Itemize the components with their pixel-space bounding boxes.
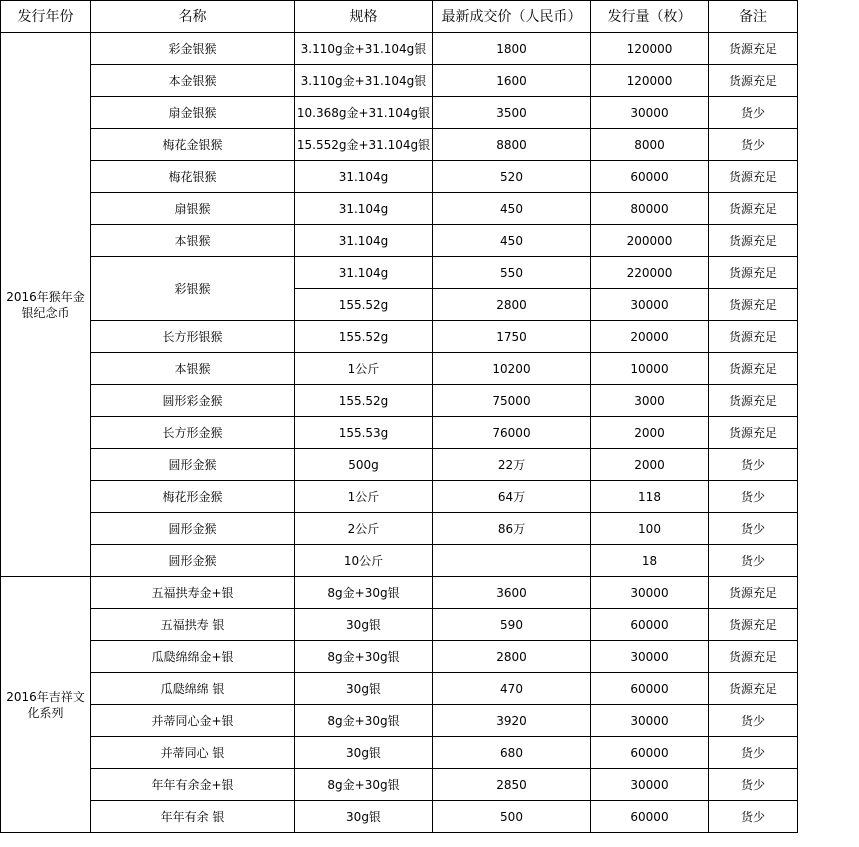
header-note: 备注: [709, 1, 798, 33]
table-row: [1, 577, 798, 609]
price-cell: 2850: [433, 769, 591, 801]
header-spec: 规格: [295, 1, 433, 33]
note-cell: 货少: [709, 481, 798, 513]
note-cell: 货少: [709, 129, 798, 161]
quantity-cell: 60000: [591, 161, 709, 193]
price-cell: 2800: [433, 289, 591, 321]
table-row: [1, 545, 798, 577]
quantity-cell: 18: [591, 545, 709, 577]
note-cell: 货源充足: [709, 289, 798, 321]
price-cell: 500: [433, 801, 591, 833]
table-row: [1, 641, 798, 673]
spec-cell: 8g金+30g银: [295, 769, 433, 801]
coin-name-cell: 五福拱寿金+银: [91, 577, 295, 609]
price-cell: 550: [433, 257, 591, 289]
price-cell: 3920: [433, 705, 591, 737]
price-cell: 470: [433, 673, 591, 705]
spec-cell: 2公斤: [295, 513, 433, 545]
note-cell: 货少: [709, 705, 798, 737]
coin-name-cell: 圆形彩金猴: [91, 385, 295, 417]
quantity-cell: 30000: [591, 705, 709, 737]
price-cell: 10200: [433, 353, 591, 385]
spec-cell: 8g金+30g银: [295, 705, 433, 737]
spec-cell: 155.52g: [295, 385, 433, 417]
note-cell: 货源充足: [709, 417, 798, 449]
note-cell: 货少: [709, 737, 798, 769]
coin-name-cell: 本银猴: [91, 225, 295, 257]
coin-name-cell: 彩金银猴: [91, 33, 295, 65]
coin-name-cell: 圆形金猴: [91, 513, 295, 545]
spec-cell: 1公斤: [295, 481, 433, 513]
note-cell: 货源充足: [709, 673, 798, 705]
coin-name-cell: 长方形银猴: [91, 321, 295, 353]
price-cell: 1800: [433, 33, 591, 65]
note-cell: 货源充足: [709, 321, 798, 353]
spec-cell: 155.52g: [295, 289, 433, 321]
spec-cell: 1公斤: [295, 353, 433, 385]
table-row: [1, 449, 798, 481]
note-cell: 货源充足: [709, 353, 798, 385]
price-cell: 76000: [433, 417, 591, 449]
note-cell: 货少: [709, 545, 798, 577]
note-cell: 货源充足: [709, 641, 798, 673]
coin-name-cell: 彩银猴: [91, 257, 295, 321]
price-cell: 450: [433, 225, 591, 257]
note-cell: 货源充足: [709, 193, 798, 225]
spec-cell: 10.368g金+31.104g银: [295, 97, 433, 129]
coin-name-cell: 五福拱寿 银: [91, 609, 295, 641]
coin-name-cell: 长方形金猴: [91, 417, 295, 449]
spec-cell: 155.53g: [295, 417, 433, 449]
price-cell: 2800: [433, 641, 591, 673]
quantity-cell: 30000: [591, 97, 709, 129]
price-cell: 22万: [433, 449, 591, 481]
spec-cell: 31.104g: [295, 161, 433, 193]
quantity-cell: 120000: [591, 33, 709, 65]
quantity-cell: 8000: [591, 129, 709, 161]
price-cell: 3600: [433, 577, 591, 609]
quantity-cell: 60000: [591, 737, 709, 769]
note-cell: 货源充足: [709, 65, 798, 97]
price-cell: 590: [433, 609, 591, 641]
table-row: [1, 97, 798, 129]
quantity-cell: 30000: [591, 769, 709, 801]
coin-name-cell: 并蒂同心 银: [91, 737, 295, 769]
table-row: [1, 737, 798, 769]
quantity-cell: 118: [591, 481, 709, 513]
coin-name-cell: 圆形金猴: [91, 449, 295, 481]
quantity-cell: 2000: [591, 449, 709, 481]
coin-name-cell: 瓜瓞绵绵金+银: [91, 641, 295, 673]
coin-name-cell: 扇银猴: [91, 193, 295, 225]
note-cell: 货源充足: [709, 161, 798, 193]
spec-cell: 500g: [295, 449, 433, 481]
coin-name-cell: 并蒂同心金+银: [91, 705, 295, 737]
table-row: [1, 321, 798, 353]
spec-cell: 31.104g: [295, 193, 433, 225]
spec-cell: 30g银: [295, 737, 433, 769]
note-cell: 货源充足: [709, 225, 798, 257]
coin-name-cell: 本金银猴: [91, 65, 295, 97]
note-cell: 货少: [709, 97, 798, 129]
quantity-cell: 30000: [591, 641, 709, 673]
price-cell: 450: [433, 193, 591, 225]
spec-cell: 8g金+30g银: [295, 641, 433, 673]
table-row: [1, 769, 798, 801]
table-row: [1, 161, 798, 193]
quantity-cell: 60000: [591, 801, 709, 833]
coin-name-cell: 年年有余 银: [91, 801, 295, 833]
quantity-cell: 60000: [591, 609, 709, 641]
quantity-cell: 30000: [591, 289, 709, 321]
note-cell: 货源充足: [709, 385, 798, 417]
price-cell: [433, 545, 591, 577]
quantity-cell: 10000: [591, 353, 709, 385]
price-cell: 75000: [433, 385, 591, 417]
quantity-cell: 30000: [591, 577, 709, 609]
note-cell: 货少: [709, 769, 798, 801]
spec-cell: 8g金+30g银: [295, 577, 433, 609]
coin-name-cell: 本银猴: [91, 353, 295, 385]
coin-name-cell: 梅花金银猴: [91, 129, 295, 161]
note-cell: 货少: [709, 449, 798, 481]
note-cell: 货源充足: [709, 577, 798, 609]
table-row: [1, 385, 798, 417]
spec-cell: 155.52g: [295, 321, 433, 353]
table-row: [1, 33, 798, 65]
spec-cell: 31.104g: [295, 257, 433, 289]
spec-cell: 10公斤: [295, 545, 433, 577]
table-row: [1, 129, 798, 161]
table-row: [1, 257, 798, 289]
table-row: [1, 353, 798, 385]
quantity-cell: 3000: [591, 385, 709, 417]
quantity-cell: 80000: [591, 193, 709, 225]
quantity-cell: 20000: [591, 321, 709, 353]
coin-name-cell: 瓜瓞绵绵 银: [91, 673, 295, 705]
note-cell: 货源充足: [709, 33, 798, 65]
coin-name-cell: 年年有余金+银: [91, 769, 295, 801]
header-year: 发行年份: [1, 1, 91, 33]
table-row: [1, 609, 798, 641]
table-row: [1, 705, 798, 737]
spec-cell: 30g银: [295, 609, 433, 641]
note-cell: 货源充足: [709, 609, 798, 641]
price-cell: 8800: [433, 129, 591, 161]
price-cell: 1750: [433, 321, 591, 353]
quantity-cell: 200000: [591, 225, 709, 257]
year-group-cell: 2016年猴年金银纪念币: [1, 33, 91, 577]
price-cell: 680: [433, 737, 591, 769]
quantity-cell: 220000: [591, 257, 709, 289]
coin-name-cell: 梅花银猴: [91, 161, 295, 193]
spec-cell: 15.552g金+31.104g银: [295, 129, 433, 161]
table-row: [1, 481, 798, 513]
quantity-cell: 2000: [591, 417, 709, 449]
spec-cell: 30g银: [295, 801, 433, 833]
table-row: [1, 193, 798, 225]
note-cell: 货少: [709, 801, 798, 833]
coin-name-cell: 圆形金猴: [91, 545, 295, 577]
price-cell: 86万: [433, 513, 591, 545]
header-name: 名称: [91, 1, 295, 33]
note-cell: 货源充足: [709, 257, 798, 289]
quantity-cell: 60000: [591, 673, 709, 705]
table-row: [1, 65, 798, 97]
spec-cell: 30g银: [295, 673, 433, 705]
spec-cell: 31.104g: [295, 225, 433, 257]
table-row: [1, 673, 798, 705]
table-row: [1, 513, 798, 545]
price-cell: 1600: [433, 65, 591, 97]
spec-cell: 3.110g金+31.104g银: [295, 33, 433, 65]
coin-name-cell: 扇金银猴: [91, 97, 295, 129]
quantity-cell: 100: [591, 513, 709, 545]
header-price: 最新成交价（人民币）: [433, 1, 591, 33]
quantity-cell: 120000: [591, 65, 709, 97]
price-cell: 3500: [433, 97, 591, 129]
note-cell: 货少: [709, 513, 798, 545]
table-row: [1, 417, 798, 449]
header-quantity: 发行量（枚）: [591, 1, 709, 33]
price-cell: 64万: [433, 481, 591, 513]
spec-cell: 3.110g金+31.104g银: [295, 65, 433, 97]
table-row: [1, 801, 798, 833]
coin-name-cell: 梅花形金猴: [91, 481, 295, 513]
table-row: [1, 225, 798, 257]
price-cell: 520: [433, 161, 591, 193]
header-row: [1, 1, 798, 33]
year-group-cell: 2016年吉祥文化系列: [1, 577, 91, 833]
